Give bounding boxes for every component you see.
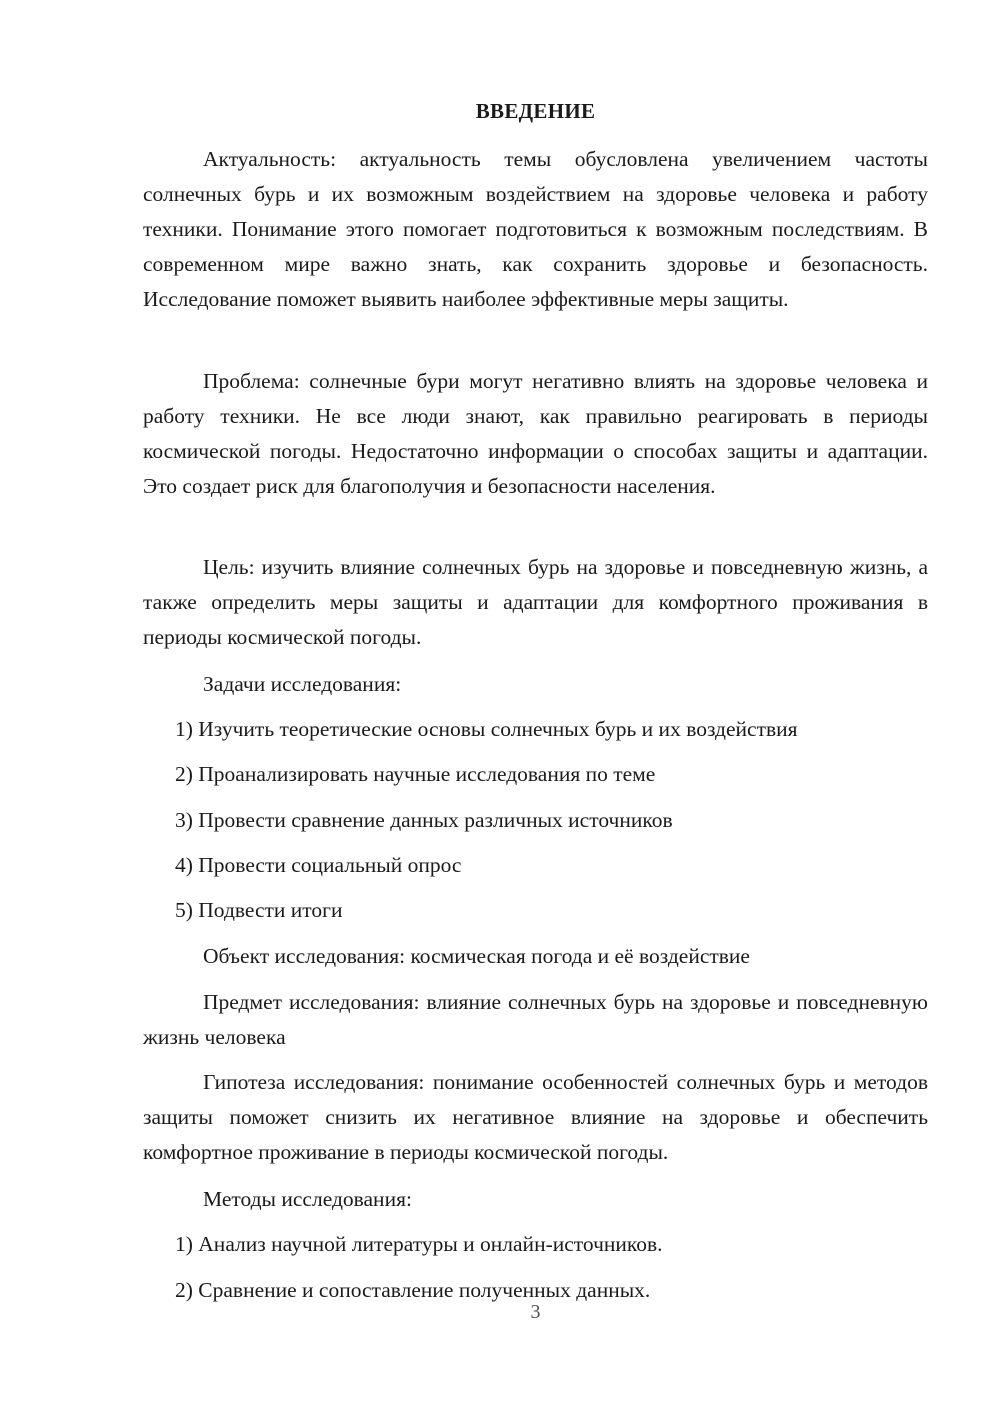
task-item-5: 5) Подвести итоги [175, 898, 343, 922]
paragraph-problem: Проблема: солнечные бури могут негативно влиять на здоровье человека и работу техники. Не все люди знают, как правильно реагировать в периоды космической погоды. Недостаточно информации о способах защиты и адаптации. Это создает риск для благополучия и безопасности населения. [143, 369, 928, 498]
paragraph-goal: Цель: изучить влияние солнечных бурь на здоровье и повседневную жизнь, а также определить меры защиты и адаптации для комфортного проживания в периоды космической погоды. [143, 555, 928, 649]
task-item-4: 4) Провести социальный опрос [175, 853, 462, 877]
document-page [143, 0, 928, 1414]
method-item-2: 2) Сравнение и сопоставление полученных данных. [175, 1278, 651, 1302]
paragraph-object: Объект исследования: космическая погода и её воздействие [203, 944, 750, 968]
methods-heading: Методы исследования: [203, 1187, 412, 1211]
page-title: ВВЕДЕНИЕ [475, 99, 596, 123]
task-item-1: 1) Изучить теоретические основы солнечных бурь и их воздействия [175, 717, 798, 741]
page-number: 3 [530, 1301, 541, 1323]
paragraph-subject: Предмет исследования: влияние солнечных бурь на здоровье и повседневную жизнь человека [143, 990, 928, 1049]
paragraph-hypothesis: Гипотеза исследования: понимание особенностей солнечных бурь и методов защиты поможет снизить их негативное влияние на здоровье и обеспечить комфортное проживание в периоды космической погоды. [143, 1070, 928, 1164]
tasks-heading: Задачи исследования: [203, 672, 402, 696]
method-item-1: 1) Анализ научной литературы и онлайн-источников. [175, 1232, 663, 1256]
paragraph-relevance: Актуальность: актуальность темы обусловлена увеличением частоты солнечных бурь и их возможным воздействием на здоровье человека и работу техники. Понимание этого помогает подготовиться к возможным последствиям. В современном мире важно знать, как сохранить здоровье и безопасность. Исследование поможет выявить наиболее эффективные меры защиты. [143, 147, 928, 311]
task-item-3: 3) Провести сравнение данных различных источников [175, 808, 673, 832]
task-item-2: 2) Проанализировать научные исследования по теме [175, 762, 656, 786]
